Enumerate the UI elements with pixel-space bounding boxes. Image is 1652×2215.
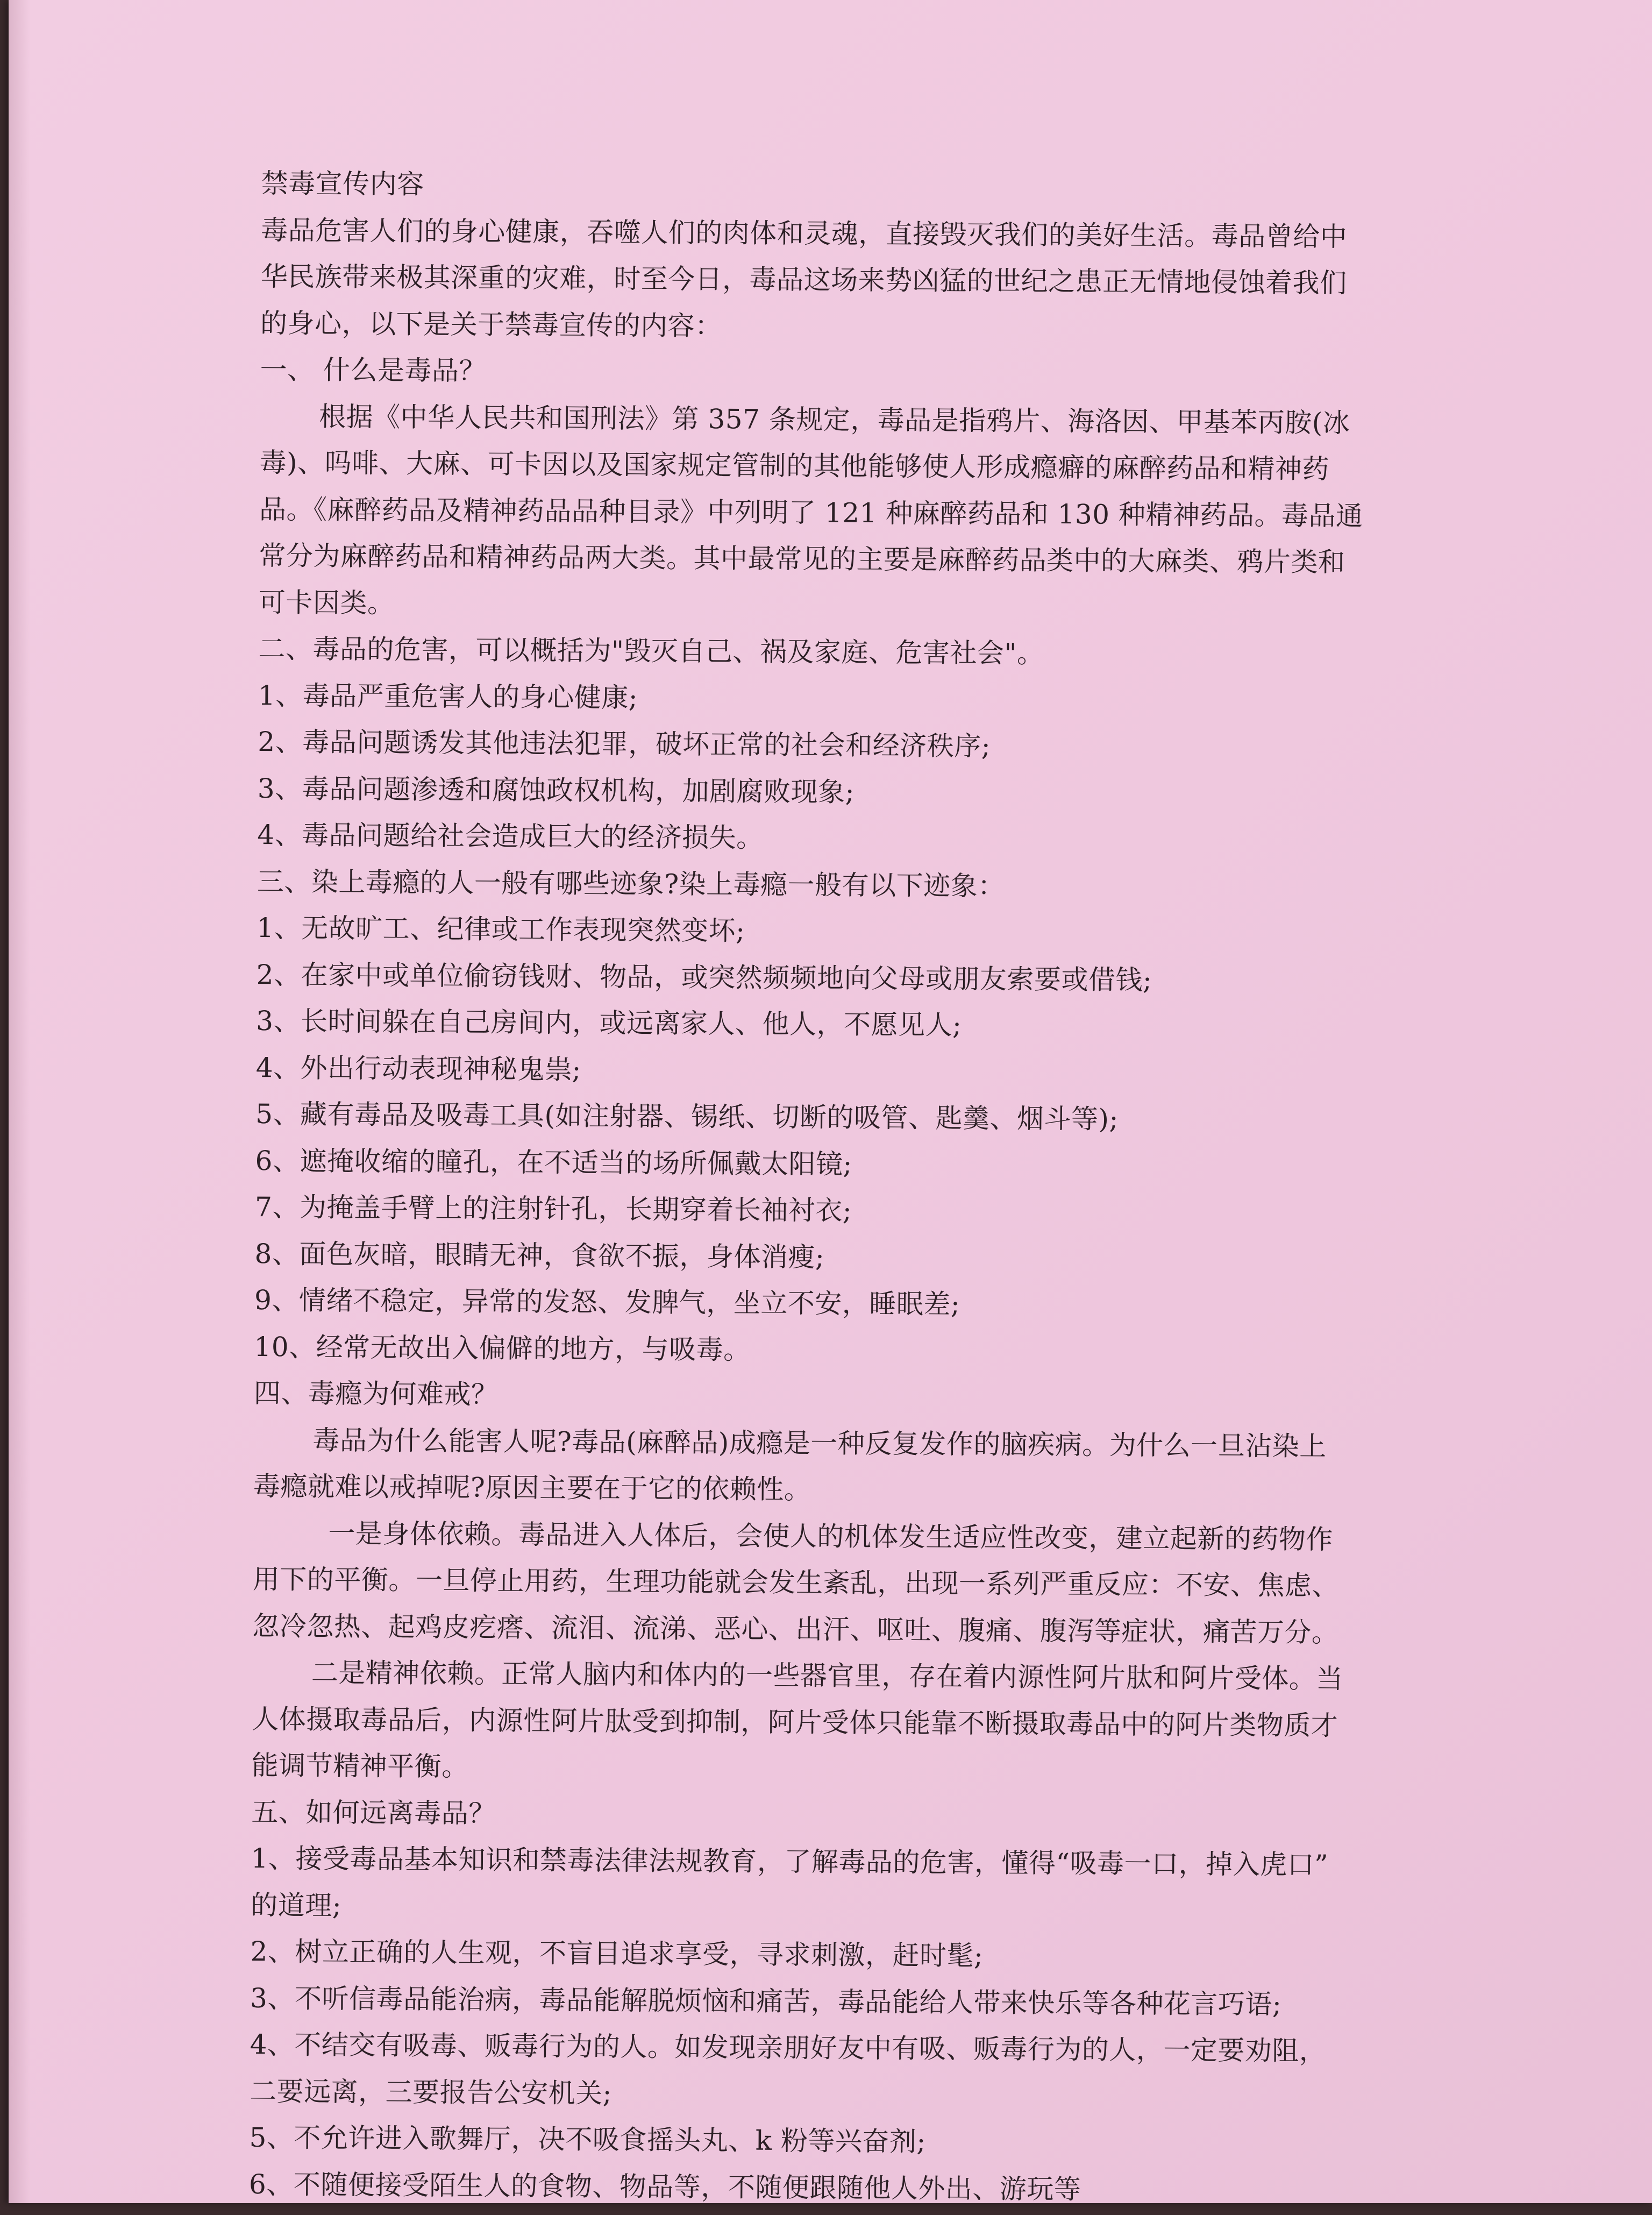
text-line: 2、树立正确的人生观，不盲目追求享受，寻求刺激，赶时髦; [250, 1935, 984, 1972]
text-line: 10、经常无故出入偏僻的地方，与吸毒。 [254, 1331, 751, 1366]
text-line: 7、为掩盖手臂上的注射针孔，长期穿着长袖衬衣; [254, 1191, 852, 1226]
text-line: 二是精神依赖。正常人脑内和体内的一些器官里，存在着内源性阿片肽和阿片受体。当 [311, 1657, 1343, 1695]
text-line: 2、在家中或单位偷窃钱财、物品，或突然频频地向父母或朋友索要或借钱; [256, 959, 1152, 996]
text-line: 二要远离，三要报告公安机关; [249, 2075, 613, 2109]
text-line: 四、毒瘾为何难戒？ [253, 1377, 499, 1410]
text-line: 6、不随便接受陌生人的食物、物品等，不随便跟随他人外出、游玩等 [248, 2168, 1081, 2205]
text-line: 三、染上毒瘾的人一般有哪些迹象?染上毒瘾一般有以下迹象： [257, 865, 1005, 901]
text-line: 毒品为什么能害人呢?毒品(麻醉品)成瘾是一种反复发作的脑疾病。为什么一旦沾染上 [312, 1424, 1327, 1462]
document-title: 禁毒宣传内容 [261, 167, 424, 200]
text-line: 1、接受毒品基本知识和禁毒法律法规教育，了解毒品的危害，懂得“吸毒一口，掉入虎口” [251, 1842, 1329, 1881]
text-line: 3、毒品问题渗透和腐蚀政权机构，加剧腐败现象; [257, 772, 855, 808]
text-line: 的身心，以下是关于禁毒宣传的内容： [260, 307, 722, 342]
text-line: 3、不听信毒品能治病，毒品能解脱烦恼和痛苦，毒品能给人带来快乐等各种花言巧语; [250, 1982, 1282, 2020]
text-line: 4、毒品问题给社会造成巨大的经济损失。 [257, 819, 764, 854]
text-line: 的道理; [251, 1889, 342, 1921]
text-line: 用下的平衡。一旦停止用药，生理功能就会发生紊乱，出现一系列严重反应：不安、焦虑、 [252, 1563, 1340, 1602]
text-line: 人体摄取毒品后，内源性阿片肽受到抑制，阿片受体只能靠不断摄取毒品中的阿片类物质才 [252, 1703, 1338, 1741]
text-line: 可卡因类。 [258, 586, 395, 619]
text-line: 根据《中华人民共和国刑法》第 357 条规定，毒品是指鸦片、海洛因、甲基苯丙胺(冰 [318, 401, 1350, 438]
text-line: 二、毒品的危害，可以概括为"毁灭自己、祸及家庭、危害社会"。 [258, 633, 1044, 669]
text-line: 能调节精神平衡。 [251, 1749, 469, 1783]
text-line: 2、毒品问题诱发其他违法犯罪，破坏正常的社会和经济秩序; [258, 726, 991, 762]
text-line: 5、藏有毒品及吸毒工具(如注射器、锡纸、切断的吸管、匙羹、烟斗等); [255, 1098, 1119, 1135]
text-line: 6、遮掩收缩的瞳孔，在不适当的场所佩戴太阳镜; [255, 1145, 852, 1180]
text-line: 1、无故旷工、纪律或工作表现突然变坏; [257, 912, 745, 947]
text-line: 5、不允许进入歌舞厅，决不吸食摇头丸、k 粉等兴奋剂; [249, 2121, 927, 2157]
text-line: 一是身体依赖。毒品进入人体后，会使人的机体发生适应性改变，建立起新的药物作 [328, 1517, 1334, 1555]
text-line: 常分为麻醉药品和精神药品两大类。其中最常见的主要是麻醉药品类中的大麻类、鸦片类和 [259, 539, 1345, 578]
text-line: 五、如何远离毒品？ [251, 1796, 496, 1829]
text-line: 毒瘾就难以戒掉呢?原因主要在于它的依赖性。 [253, 1470, 811, 1506]
text-line: 1、毒品严重危害人的身心健康; [258, 679, 638, 713]
text-line: 忽冷忽热、起鸡皮疙瘩、流泪、流涕、恶心、出汗、呕吐、腹痛、腹泻等症状，痛苦万分。 [252, 1610, 1339, 1648]
text-line: 4、外出行动表现神秘鬼祟; [255, 1052, 582, 1085]
text-line: 9、情绪不稳定，异常的发怒、发脾气，坐立不安，睡眠差; [254, 1284, 960, 1320]
paper-sheet [9, 0, 1652, 2203]
text-line: 毒)、吗啡、大麻、可卡因以及国家规定管制的其他能够使人形成瘾癖的麻醉药品和精神药 [259, 446, 1330, 485]
document-body [249, 160, 1477, 2215]
text-line: 一、 什么是毒品？ [260, 353, 487, 387]
text-line: 品。《麻醉药品及精神药品品种目录》中列明了 121 种麻醉药品和 130 种精神药品。毒品通 [259, 493, 1363, 532]
text-line: 华民族带来极其深重的灾难，时至今日，毒品这场来势凶猛的世纪之患正无情地侵蚀着我们 [260, 260, 1347, 299]
text-line: 4、不结交有吸毒、贩毒行为的人。如发现亲朋好友中有吸、贩毒行为的人，一定要劝阻， [250, 2028, 1327, 2067]
text-line: 3、长时间躲在自己房间内，或远离家人、他人，不愿见人; [256, 1005, 962, 1041]
text-line: 毒品危害人们的身心健康，吞噬人们的肉体和灵魂，直接毁灭我们的美好生活。毒品曾给中 [261, 214, 1348, 252]
text-line: 8、面色灰暗，眼睛无神，食欲不振，身体消瘦; [254, 1238, 825, 1273]
